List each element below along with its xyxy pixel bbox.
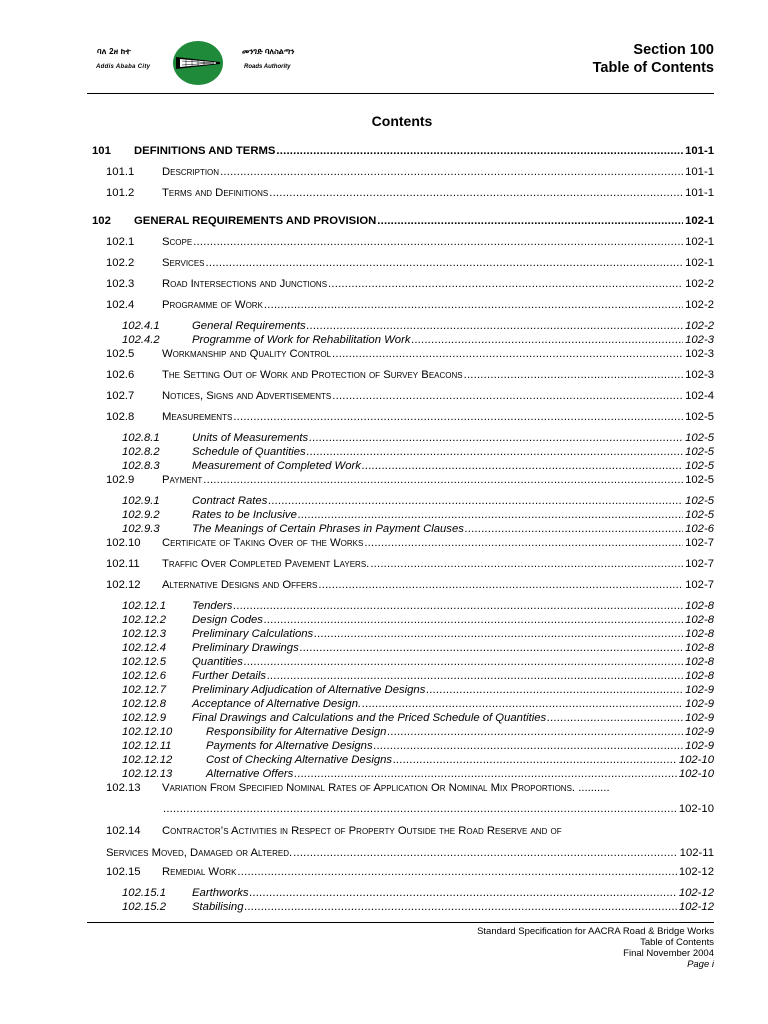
toc-page-number: 102-9 xyxy=(685,726,714,738)
toc-page-number: 102-5 xyxy=(685,474,714,486)
dot-leader xyxy=(332,390,683,403)
toc-page-number: 102-5 xyxy=(685,509,714,521)
toc-title: Schedule of Quantities xyxy=(192,446,306,458)
toc-number: 102.12.1 xyxy=(122,600,166,612)
toc-page-number: 102-5 xyxy=(685,446,714,458)
logo-amharic-right: መንገድ ባለስልጣን xyxy=(242,47,295,56)
toc-title: Programme of Work xyxy=(162,299,263,311)
footer-spec-title: Standard Specification for AACRA Road & Bridge Works xyxy=(477,926,714,937)
dot-leader xyxy=(206,257,684,270)
toc-title: Stabilising xyxy=(192,901,244,913)
toc-number: 102.12.12 xyxy=(122,754,173,766)
dot-leader xyxy=(464,369,683,382)
toc-number: 102.15 xyxy=(106,866,141,878)
dot-leader xyxy=(307,446,683,459)
toc-entry-101[interactable] xyxy=(92,145,714,158)
toc-entry-102-9-1[interactable] xyxy=(122,495,714,508)
toc-title: Preliminary Drawings xyxy=(192,642,299,654)
toc-page-number: 102-8 xyxy=(685,642,714,654)
toc-page-number: 102-10 xyxy=(678,803,714,815)
toc-entry-102-3[interactable] xyxy=(106,278,714,291)
toc-title: Design Codes xyxy=(192,614,263,626)
toc-entry-102-12-6[interactable] xyxy=(122,670,714,683)
toc-title: Description xyxy=(162,166,220,178)
dot-leader xyxy=(364,537,683,550)
toc-page-number: 102-3 xyxy=(685,348,714,360)
toc-title: Further Details xyxy=(192,670,267,682)
toc-entry-101-1[interactable] xyxy=(106,166,714,179)
toc-title: Preliminary Calculations xyxy=(192,628,314,640)
toc-number: 102.12.11 xyxy=(122,740,172,752)
toc-entry-102-12-4[interactable] xyxy=(122,642,714,655)
toc-title: Traffic Over Completed Pavement Layers. xyxy=(162,558,370,570)
toc-title: Earthworks xyxy=(192,887,249,899)
toc-title: Road Intersections and Junctions xyxy=(162,278,328,290)
toc-number: 102.10 xyxy=(106,537,141,549)
toc-page-number: 102-1 xyxy=(685,236,714,248)
toc-number: 102.12.9 xyxy=(122,712,166,724)
toc-title: Notices, Signs and Advertisements xyxy=(162,390,332,402)
toc-entry-102-12-3[interactable] xyxy=(122,628,714,641)
dot-leader xyxy=(237,866,676,879)
toc-entry-102-12-13[interactable] xyxy=(122,768,714,781)
dot-leader xyxy=(233,411,683,424)
toc-page-number: 102-5 xyxy=(685,495,714,507)
footer-date: Final November 2004 xyxy=(623,948,714,959)
toc-entry-102-12-8[interactable] xyxy=(122,698,714,711)
toc-entry-102-5[interactable] xyxy=(106,348,714,361)
toc-entry-102-15-2[interactable] xyxy=(122,901,714,914)
dot-leader xyxy=(233,600,683,613)
toc-number: 102.6 xyxy=(106,369,135,381)
toc-entry-102-8-1[interactable] xyxy=(122,432,714,445)
toc-number: 102.12.13 xyxy=(122,768,173,780)
dot-leader xyxy=(267,670,683,683)
dot-leader xyxy=(268,495,683,508)
toc-title: GENERAL REQUIREMENTS AND PROVISION xyxy=(134,215,377,227)
dot-leader xyxy=(328,278,683,291)
dot-leader xyxy=(269,187,683,200)
toc-title: Rates to be Inclusive xyxy=(192,509,297,521)
toc-number: 102.4.2 xyxy=(122,334,160,346)
toc-entry-102-11[interactable] xyxy=(106,558,714,571)
toc-number: 102.4 xyxy=(106,299,135,311)
toc-entry-102-12-11[interactable] xyxy=(122,740,714,753)
toc-page-number: 102-5 xyxy=(685,460,714,472)
toc-entry-102-12-10[interactable] xyxy=(122,726,714,739)
toc-entry-102-15-1[interactable] xyxy=(122,887,714,900)
toc-entry-102-6[interactable] xyxy=(106,369,714,382)
dot-leader xyxy=(244,656,683,669)
dot-leader xyxy=(426,684,683,697)
toc-page-number: 102-8 xyxy=(685,656,714,668)
toc-number: 102.12.10 xyxy=(122,726,173,738)
dot-leader xyxy=(387,726,683,739)
toc-title: Final Drawings and Calculations and the Priced Schedule of Quantities xyxy=(192,712,547,724)
toc-title: The Setting Out of Work and Protection of Survey Beacons xyxy=(162,369,463,381)
toc-number: 102.7 xyxy=(106,390,135,402)
toc-number: 102.12.8 xyxy=(122,698,166,710)
toc-number: 102.12.4 xyxy=(122,642,166,654)
section-subtitle: Table of Contents xyxy=(592,60,714,76)
toc-number: 102.11 xyxy=(106,558,140,570)
logo-amharic-left: ባለ 2ዘ ከተ xyxy=(97,47,131,56)
toc-page-number: 102-3 xyxy=(685,369,714,381)
toc-page-number: 102-8 xyxy=(685,614,714,626)
toc-title: Tenders xyxy=(192,600,233,612)
toc-number: 102.8.2 xyxy=(122,446,160,458)
logo-english-left: Addis Ababa City xyxy=(96,64,151,70)
dot-leader xyxy=(307,320,683,333)
dot-leader xyxy=(465,523,683,536)
toc-entry-102-12-7[interactable] xyxy=(122,684,714,697)
toc-entry-102-14-title[interactable]: Contractor’s Activities in Respect of Property Outside the Road Reserve and of xyxy=(162,825,562,837)
dot-leader xyxy=(264,614,683,627)
toc-title: Terms and Definitions xyxy=(162,187,269,199)
toc-entry-102-15[interactable] xyxy=(106,866,714,879)
dot-leader xyxy=(193,236,683,249)
toc-number: 102.8.1 xyxy=(122,432,160,444)
toc-entry-102-9[interactable] xyxy=(106,474,714,487)
toc-page-number: 102-7 xyxy=(685,579,714,591)
dot-leader xyxy=(393,754,677,767)
toc-title: Workmanship and Quality Control xyxy=(162,348,332,360)
toc-entry-102-4-1[interactable] xyxy=(122,320,714,333)
toc-page-number: 102-8 xyxy=(685,628,714,640)
toc-title-continuation: Services Moved, Damaged or Altered. xyxy=(106,847,293,859)
dot-leader xyxy=(362,460,683,473)
toc-title: Measurement of Completed Work xyxy=(192,460,361,472)
toc-number: 101.1 xyxy=(106,166,135,178)
toc-page-number: 102-5 xyxy=(685,432,714,444)
dot-leader xyxy=(300,642,683,655)
toc-entry-102-9-2[interactable] xyxy=(122,509,714,522)
dot-leader xyxy=(332,348,683,361)
toc-number: 101 xyxy=(92,145,111,157)
toc-entry-102-4[interactable] xyxy=(106,299,714,312)
dot-leader xyxy=(362,698,683,711)
toc-page-number: 102-2 xyxy=(685,278,714,290)
dot-leader xyxy=(220,166,683,179)
dot-leader xyxy=(298,509,683,522)
toc-number: 102.1 xyxy=(106,236,135,248)
toc-entry-102-9-3[interactable] xyxy=(122,523,714,536)
toc-page-number: 102-8 xyxy=(685,670,714,682)
toc-title: Responsibility for Alternative Design xyxy=(206,726,387,738)
toc-entry-102-12-2[interactable] xyxy=(122,614,714,627)
toc-title: General Requirements xyxy=(192,320,306,332)
toc-page-number: 102-9 xyxy=(685,698,714,710)
toc-page-number: 102-10 xyxy=(678,754,714,766)
footer-section: Table of Contents xyxy=(640,937,714,948)
toc-title: Units of Measurements xyxy=(192,432,309,444)
toc-number: 102.12.2 xyxy=(122,614,166,626)
toc-entry-102-7[interactable] xyxy=(106,390,714,403)
toc-entry-102-2[interactable] xyxy=(106,257,714,270)
toc-page-number: 102-12 xyxy=(678,887,714,899)
dot-leader xyxy=(370,558,683,571)
toc-title: Alternative Designs and Offers xyxy=(162,579,318,591)
toc-entry-102-4-2[interactable] xyxy=(122,334,714,347)
toc-page-number: 102-12 xyxy=(678,901,714,913)
dot-leader xyxy=(163,803,677,816)
dot-leader xyxy=(264,299,683,312)
toc-page-number: 102-3 xyxy=(685,334,714,346)
toc-page-number: 102-7 xyxy=(685,537,714,549)
toc-title: Cost of Checking Alternative Designs xyxy=(206,754,393,766)
dot-leader xyxy=(309,432,683,445)
toc-title: The Meanings of Certain Phrases in Payment Clauses xyxy=(192,523,464,535)
toc-title: Contract Rates xyxy=(192,495,268,507)
toc-title: Services xyxy=(162,257,205,269)
toc-entry-102-8-2[interactable] xyxy=(122,446,714,459)
dot-leader xyxy=(547,712,683,725)
toc-number: 102.9.2 xyxy=(122,509,160,521)
footer-divider xyxy=(87,922,714,923)
toc-number: 102.8.3 xyxy=(122,460,160,472)
dot-leader xyxy=(411,334,683,347)
toc-title: Payment xyxy=(162,474,203,486)
toc-title: Measurements xyxy=(162,411,233,423)
dot-leader xyxy=(245,901,677,914)
toc-entry-102-12-5[interactable] xyxy=(122,656,714,669)
toc-number: 102.15.2 xyxy=(122,901,166,913)
toc-entry-102-13-number: 102.13 xyxy=(106,782,141,794)
dot-leader xyxy=(314,628,683,641)
toc-page-number: 102-12 xyxy=(678,866,714,878)
toc-entry-102-12-9[interactable] xyxy=(122,712,714,725)
page-footer xyxy=(477,926,714,970)
toc-number: 102.9 xyxy=(106,474,135,486)
toc-page-number: 102-10 xyxy=(678,768,714,780)
toc-page-number: 102-1 xyxy=(685,257,714,269)
toc-number: 102 xyxy=(92,215,111,227)
toc-number: 102.12 xyxy=(106,579,141,591)
toc-page-number: 102-9 xyxy=(685,740,714,752)
toc-number: 101.2 xyxy=(106,187,135,199)
toc-number: 102.2 xyxy=(106,257,135,269)
toc-number: 102.12.5 xyxy=(122,656,166,668)
toc-entry-102-14-continuation[interactable] xyxy=(106,847,714,860)
toc-entry-102-12[interactable] xyxy=(106,579,714,592)
section-number: Section 100 xyxy=(633,42,714,58)
toc-title: DEFINITIONS AND TERMS xyxy=(134,145,276,157)
toc-number: 102.9.3 xyxy=(122,523,160,535)
contents-title: Contents xyxy=(371,113,433,129)
toc-entry-102[interactable] xyxy=(92,215,714,228)
toc-number: 102.9.1 xyxy=(122,495,160,507)
toc-number: 102.3 xyxy=(106,278,135,290)
toc-page-number: 101-1 xyxy=(685,187,714,199)
toc-number: 102.12.3 xyxy=(122,628,166,640)
toc-page-number: 102-9 xyxy=(685,712,714,724)
toc-entry-102-14-number: 102.14 xyxy=(106,825,141,837)
toc-entry-102-12-12[interactable] xyxy=(122,754,714,767)
toc-page-number: 102-1 xyxy=(685,215,714,227)
toc-entry-101-2[interactable] xyxy=(106,187,714,200)
toc-entry-102-10[interactable] xyxy=(106,537,714,550)
toc-entry-102-8-3[interactable] xyxy=(122,460,714,473)
toc-page-number: 102-2 xyxy=(685,320,714,332)
toc-entry-102-13-title[interactable]: Variation From Specified Nominal Rates of Application Or Nominal Mix Proportions. .......... xyxy=(162,782,610,794)
toc-page-number: 102-4 xyxy=(685,390,714,402)
toc-entry-102-13-continuation[interactable] xyxy=(162,803,714,816)
toc-page-number: 102-11 xyxy=(679,847,714,859)
dot-leader xyxy=(276,145,683,158)
toc-entry-102-12-1[interactable] xyxy=(122,600,714,613)
toc-page-number: 102-7 xyxy=(685,558,714,570)
toc-title: Alternative Offers xyxy=(206,768,294,780)
dot-leader xyxy=(377,215,683,228)
toc-page-number: 101-1 xyxy=(685,145,714,157)
toc-number: 102.12.7 xyxy=(122,684,166,696)
dot-leader xyxy=(318,579,683,592)
toc-entry-102-8[interactable] xyxy=(106,411,714,424)
toc-title: Acceptance of Alternative Design. xyxy=(192,698,362,710)
toc-title: Remedial Work xyxy=(162,866,237,878)
toc-title: Certificate of Taking Over of the Works xyxy=(162,537,364,549)
toc-title: Quantities xyxy=(192,656,243,668)
dot-leader xyxy=(250,887,677,900)
toc-number: 102.5 xyxy=(106,348,135,360)
dot-leader xyxy=(293,847,678,860)
toc-number: 102.15.1 xyxy=(122,887,166,899)
dot-leader xyxy=(374,740,683,753)
toc-number: 102.12.6 xyxy=(122,670,166,682)
footer-page-number: Page i xyxy=(687,959,714,970)
toc-title: Programme of Work for Rehabilitation Work xyxy=(192,334,411,346)
logo-english-right: Roads Authority xyxy=(244,64,291,70)
toc-title: Preliminary Adjudication of Alternative Designs xyxy=(192,684,426,696)
toc-title: Scope xyxy=(162,236,193,248)
toc-number: 102.4.1 xyxy=(122,320,160,332)
toc-page-number: 101-1 xyxy=(685,166,714,178)
dot-leader xyxy=(294,768,677,781)
toc-page-number: 102-2 xyxy=(685,299,714,311)
dot-leader xyxy=(203,474,683,487)
toc-page-number: 102-5 xyxy=(685,411,714,423)
toc-title: Payments for Alternative Designs xyxy=(206,740,373,752)
toc-number: 102.8 xyxy=(106,411,135,423)
toc-page-number: 102-8 xyxy=(685,600,714,612)
toc-entry-102-1[interactable] xyxy=(106,236,714,249)
toc-page-number: 102-6 xyxy=(685,523,714,535)
toc-page-number: 102-9 xyxy=(685,684,714,696)
